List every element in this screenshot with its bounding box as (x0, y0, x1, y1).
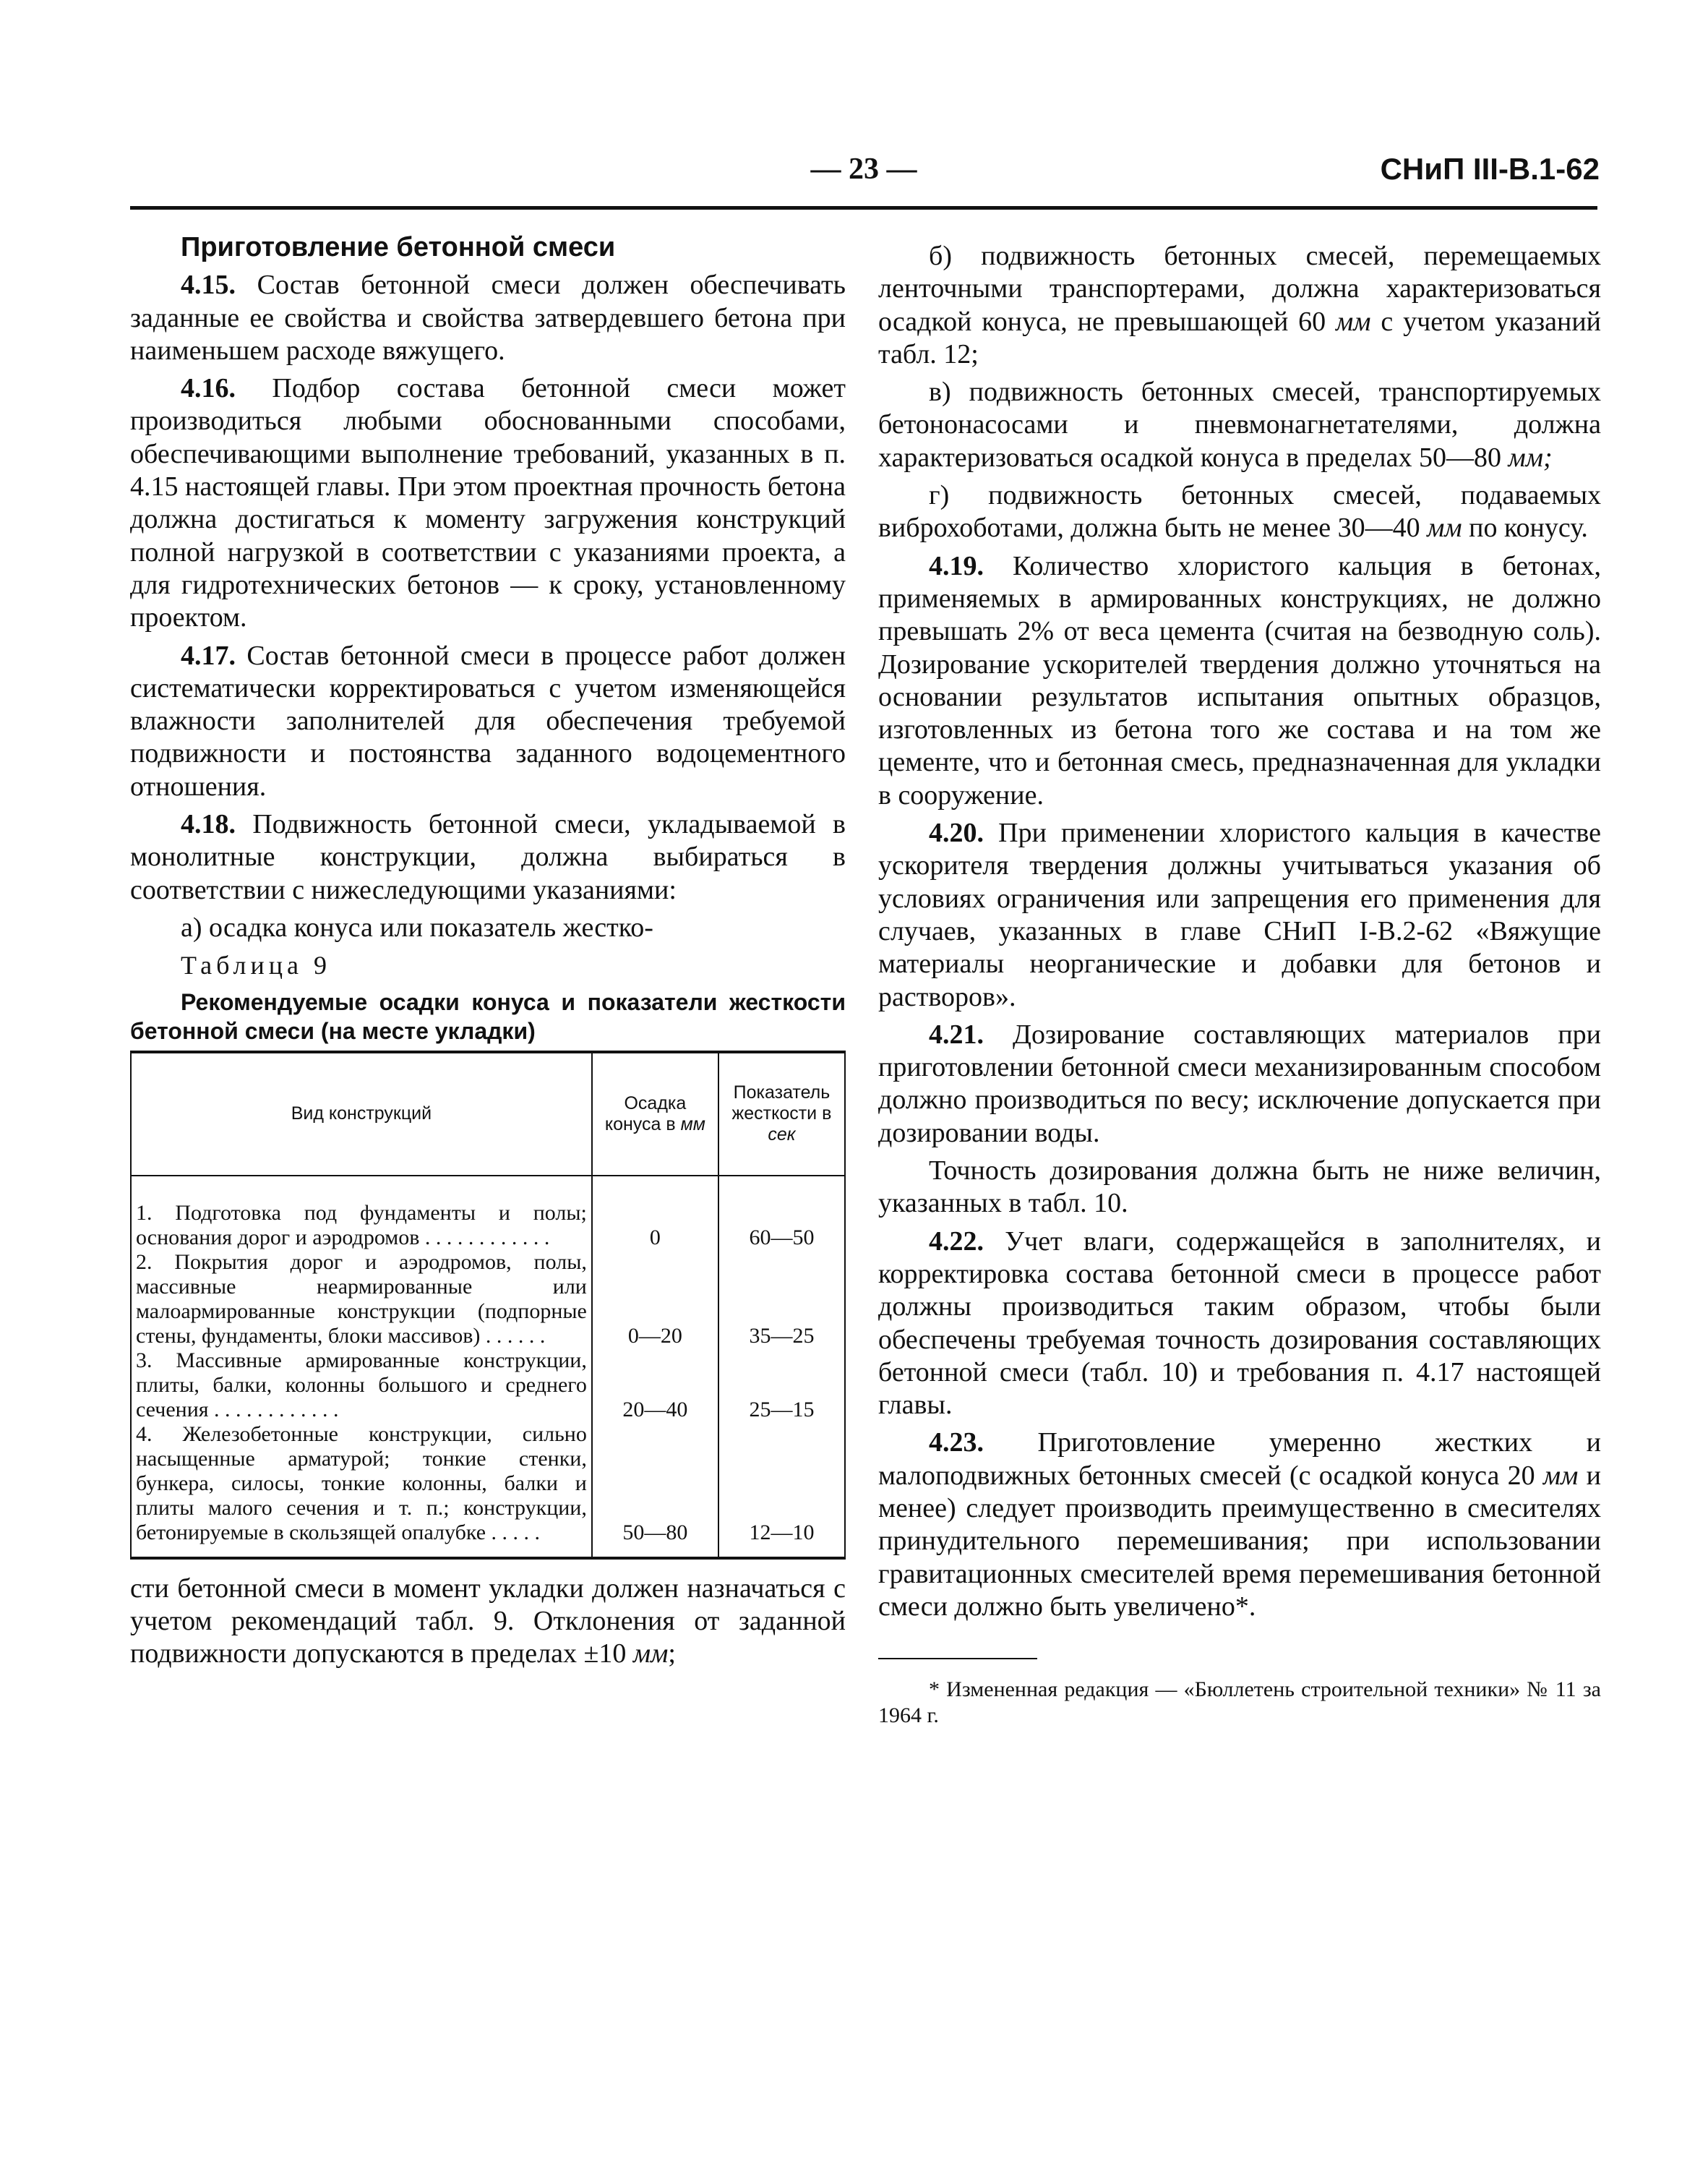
table-cell-slump: 0—20 (592, 1250, 718, 1348)
unit: мм (680, 1113, 705, 1134)
unit: мм; (1508, 442, 1553, 473)
paragraph-4-16 (130, 372, 846, 634)
table-cell-description: 3. Массивные армированные конструкции, плиты, балки, колонны большого и среднего сечения . . . . . . . . . . . . (131, 1348, 592, 1422)
paragraph-text: Подбор состава бетонной смеси может производиться любыми обоснованными способами, обеспечивающими выполнение требований, указанных в п. 4.15 настоящей главы. При этом проектная прочность бетона должна достигаться к моменту загружения конструкций полной нагрузкой в соответствии с указаниями проекта, а для гидротехнических бетонов — к сроку, установленному проектом. (130, 373, 846, 633)
left-column (130, 231, 846, 1675)
table-cell-slump: 50—80 (592, 1422, 718, 1558)
table-cell-description: 4. Железобетонные конструкции, сильно насыщенные арматурой; тонкие стенки, бункера, силосы, тонкие колонны, балки и плиты малого сечения и т. п.; конструкции, бетонируемые в скользящей опалубке . . . . . (131, 1422, 592, 1558)
document-code: СНиП III-В.1-62 (1380, 152, 1600, 186)
table-cell-description: 2. Покрытия дорог и аэродромов, полы, массивные неармированные или малоармированные конструкции (подпорные стены, фундаменты, блоки массивов) . . . . . . (131, 1250, 592, 1348)
page-number: — 23 — (810, 153, 917, 186)
paragraph-text: Состав бетонной смеси в процессе работ должен систематически корректироваться с учетом изменяющейся влажности заполнителей для обеспечения требуемой подвижности и постоянства заданного водоцементного отношения. (130, 640, 846, 802)
table-cell-description: 1. Подготовка под фундаменты и полы; основания дорог и аэродромов . . . . . . . . . . . . (131, 1176, 592, 1250)
clause-number: 4.15. (181, 270, 236, 301)
paragraph-4-15 (130, 269, 846, 367)
table-header-construction-type: Вид конструкций (131, 1052, 592, 1176)
paragraph-text: и менее) следует производить преимущественно в смесителях принудительного перемешивания; при использовании гравитационных смесителей время перемешивания бетонной смеси должно быть увеличено*. (878, 1460, 1601, 1622)
table-cell-stiffness: 60—50 (749, 1225, 815, 1249)
clause-number: 4.16. (181, 373, 236, 404)
paragraph-4-20 (878, 817, 1601, 1014)
paragraph-4-18 (130, 808, 846, 907)
paragraph-4-19 (878, 550, 1601, 812)
unit: мм (1542, 1460, 1579, 1491)
paragraph-text: по конусу. (1462, 513, 1588, 544)
paragraph-text: Учет влаги, содержащейся в заполнителях, и корректировка состава бетонной смеси в процессе работ должны производиться таким образом, чтобы были обеспечены требуемая точность дозирования составляющих бетонной смеси (табл. 10) и требования п. 4.17 настоящей главы. (878, 1226, 1601, 1421)
table-row (131, 1348, 845, 1422)
paragraph-text: г) подвижность бетонных смесей, подаваемых виброхоботами, должна быть не менее 30—40 (878, 480, 1601, 544)
paragraph-text: Состав бетонной смеси должен обеспечивать заданные ее свойства и свойства затвердевшего бетона при наименьшем расходе вяжущего. (130, 270, 846, 366)
paragraph-4-21 (878, 1019, 1601, 1150)
table-cell-slump: 20—40 (592, 1348, 718, 1422)
paragraph-4-22 (878, 1226, 1601, 1422)
footnote: * Измененная редакция — «Бюллетень строительной техники» № 11 за 1964 г. (878, 1677, 1601, 1728)
paragraph-text: При применении хлористого кальция в качестве ускорителя твердения должны учитываться указания об условиях ограничения или запрещения его применения для случаев, указанных в главе СНиП I-В.2-62 «Вяжущие материалы неорганические и добавки для бетонов и растворов». (878, 818, 1601, 1012)
paragraph-text: с учетом указаний табл. 12; (878, 306, 1601, 369)
paragraph-text: Дозирование составляющих материалов при приготовлении бетонной смеси механизированным способом должно производиться по весу; исключение допускается при дозировании воды. (878, 1019, 1601, 1148)
table-row (131, 1176, 845, 1250)
table-cell-slump: 0 (592, 1176, 718, 1250)
header-text: Осадка конуса в (604, 1092, 687, 1134)
unit: мм (1336, 306, 1371, 337)
clause-number: 4.18. (181, 809, 236, 840)
paragraph-text: б) подвижность бетонных смесей, перемещаемых ленточными транспортерами, должна характеризоваться осадкой конуса, не превышающей 60 (878, 241, 1601, 337)
paragraph-4-17 (130, 640, 846, 803)
list-item-b (878, 240, 1601, 371)
paragraph-text: Приготовление умеренно жестких и малоподвижных бетонных смесей (с осадкой конуса 20 (878, 1427, 1601, 1491)
paragraph-text: в) подвижность бетонных смесей, транспортируемых бетононасосами и пневмонагнетателями, должна характеризоваться осадкой конуса в пределах 50—80 (878, 377, 1601, 473)
table-label: Таблица 9 (181, 951, 331, 980)
table-header-stiffness (718, 1052, 845, 1176)
unit: сек (768, 1124, 796, 1145)
table-row (131, 1422, 845, 1558)
clause-number: 4.20. (929, 818, 984, 849)
paragraph-text: Подвижность бетонной смеси, укладываемой в монолитные конструкции, должна выбираться в соответствии с нижеследующими указаниями: (130, 809, 846, 905)
footnote-rule (878, 1658, 1037, 1659)
header-rule (130, 206, 1597, 210)
clause-number: 4.17. (181, 640, 236, 671)
table-9 (130, 1051, 846, 1560)
table-header-slump (592, 1052, 718, 1176)
table-title: Рекомендуемые осадки конуса и показатели жесткости бетонной смеси (на месте укладки) (130, 988, 846, 1044)
table-row (131, 1250, 845, 1348)
list-item-a-continuation (130, 1573, 846, 1671)
section-title: Приготовление бетонной смеси (181, 232, 616, 262)
list-item-g (878, 479, 1601, 545)
unit: мм (1427, 513, 1462, 544)
clause-number: 4.19. (929, 550, 984, 581)
punctuation: ; (668, 1638, 676, 1669)
paragraph-text: Количество хлористого кальция в бетонах, применяемых в армированных конструкциях, не должно превышать 2% от веса цемента (считая на безводную соль). Дозирование ускорителей твердения должно уточняться на основании результатов испытания опытных образцов, изготовленных из бетона того же состава и на том же цементе, что и бетонная смесь, предназначенная для укладки в сооружение. (878, 550, 1601, 811)
list-item-a: а) осадка конуса или показатель жестко- (181, 912, 653, 943)
table-cell-stiffness: 25—15 (749, 1397, 815, 1421)
paragraph-4-23 (878, 1427, 1601, 1623)
paragraph-4-21-extra: Точность дозирования должна быть не ниже величин, указанных в табл. 10. (878, 1155, 1601, 1219)
list-item-v (878, 376, 1601, 474)
clause-number: 4.23. (929, 1427, 984, 1458)
paragraph-text: сти бетонной смеси в момент укладки должен назначаться с учетом рекомендаций табл. 9. Отклонения от заданной подвижности допускаются в пределах ±10 (130, 1573, 846, 1669)
unit: мм (632, 1638, 669, 1669)
clause-number: 4.21. (929, 1019, 984, 1050)
table-cell-stiffness: 35—25 (749, 1323, 815, 1348)
table-cell-stiffness: 12—10 (749, 1520, 815, 1544)
header-text: Показатель жесткости в (731, 1082, 832, 1124)
right-column (878, 231, 1601, 1734)
clause-number: 4.22. (929, 1226, 984, 1257)
